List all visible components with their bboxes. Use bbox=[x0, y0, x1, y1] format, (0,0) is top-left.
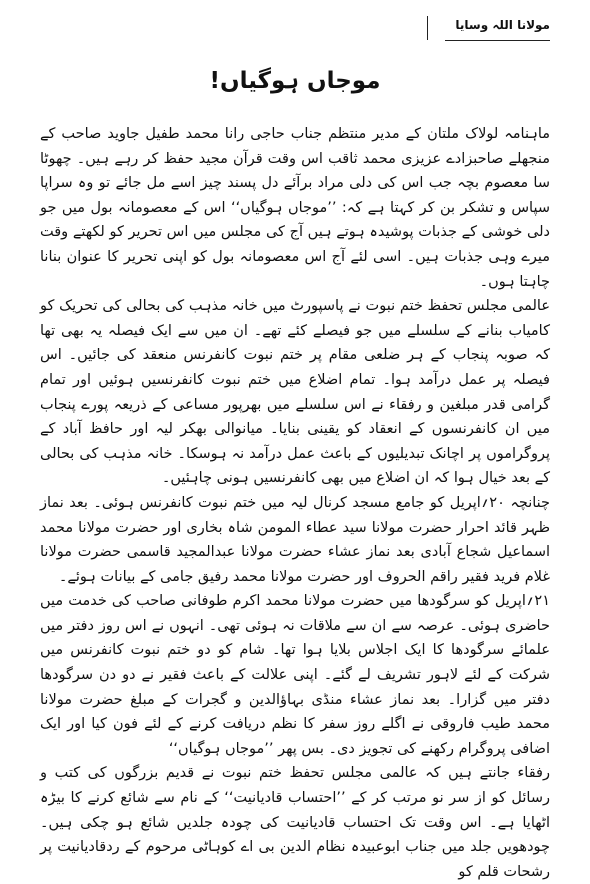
paragraph: ماہنامہ لولاک ملتان کے مدیر منتظم جناب حاجی رانا محمد طفیل جاوید صاحب کے منجھلے صاحبزادے عزیزی محمد ثاقب اس وقت قرآن مجید حفظ کر رہے ہیں۔ چھوٹا سا معصوم بچہ جب اس کی دلی مراد برآئے دل پسند چیز اسے مل جائے تو وہ سراپا سپاس و تشکر بن کر کہتا ہے کہ: ’’موجاں ہوگیاں‘‘ اس کے معصومانہ بول میں جو دلی خوشی کے جذبات پوشیدہ ہوتے ہیں آج کی مجلس میں اس تحریر کو لکھتے وقت میرے وہی جذبات ہیں۔ اسی لئے آج اس معصومانہ بول کو اپنی تحریر کا عنوان بنانا چاہتا ہوں۔ bbox=[40, 126, 550, 290]
paragraph: ۲۱؍اپریل کو سرگودھا میں حضرت مولانا محمد اکرم طوفانی صاحب کی خدمت میں حاضری ہوئی۔ عرصہ سے ان سے ملاقات نہ ہوئی تھی۔ انہوں نے اس روز دفتر میں علمائے سرگودھا کا ایک اجلاس بلایا ہوا تھا۔ شام کو دو ختم نبوت کانفرنس میں شرکت کے لئے لاہور تشریف لے گئے۔ اپنی علالت کے باعث فقیر نے دو دن سرگودھا دفتر میں گزارا۔ بعد نماز عشاء منڈی بہاؤالدین و گجرات کے مبلغ حضرت مولانا محمد طیب فاروقی نے اگلے روز سفر کا نظم دریافت کرنے کے لئے فون کیا اور ایک اضافی پروگرام رکھنے کی تجویز دی۔ بس پھر ’’موجاں ہوگیاں‘‘ bbox=[40, 593, 550, 757]
header-vertical-rule bbox=[427, 16, 428, 40]
header-underline-rule bbox=[445, 40, 550, 41]
paragraph: رفقاء جانتے ہیں کہ عالمی مجلس تحفظ ختم نبوت نے قدیم بزرگوں کی کتب و رسائل کو از سر نو مرتب کر کے ’’احتساب قادیانیت‘‘ کے نام سے شائع کرنے کا بیڑہ اٹھایا ہے۔ اس وقت تک احتساب قادیانیت کی چودہ جلدیں شائع ہو چکی ہیں۔ چودھویں جلد میں جناب ابوعبیدہ نظام الدین بی اے کوہاٹی مرحوم کے ردقادیانیت پر رشحات قلم کو bbox=[40, 765, 550, 880]
paragraph: چنانچہ ۲۰؍اپریل کو جامع مسجد کرنال لیہ میں ختم نبوت کانفرنس ہوئی۔ بعد نماز ظہر قائد احرار حضرت مولانا سید عطاء المومن شاہ بخاری اور حضرت مولانا محمد اسماعیل شجاع آبادی بعد نماز عشاء حضرت مولانا عبدالمجید قاسمی حضرت مولانا غلام فرید فقیر راقم الحروف اور حضرت مولانا محمد رفیق جامی کے بیانات ہوئے۔ bbox=[40, 494, 550, 585]
article-body bbox=[40, 122, 550, 884]
article-title: موجاں ہوگیاں! bbox=[209, 68, 381, 94]
paragraph: عالمی مجلس تحفظ ختم نبوت نے پاسپورٹ میں خانہ مذہب کی بحالی کی تحریک کو کامیاب بنانے کے سلسلے میں جو فیصلے کئے تھے۔ ان میں سے ایک فیصلہ یہ بھی تھا کہ صوبہ پنجاب کے ہر ضلعی مقام پر ختم نبوت کانفرنس منعقد کی جائیں۔ اس فیصلہ پر عمل درآمد ہوا۔ تمام اضلاع میں ختم نبوت کانفرنسیں ہوئیں اور تمام گرامی قدر مبلغین و رفقاء نے اس سلسلے میں بھرپور مساعی کے ذریعہ پورے پنجاب میں ان کانفرنسوں کے انعقاد کو یقینی بنایا۔ میانوالی بھکر لیہ اور حافظ آباد کے پروگراموں پر اچانک تبدیلیوں کے باعث عمل درآمد نہ ہوسکا۔ خانہ مذہب کی بحالی کے بعد خیال ہوا کہ ان اضلاع میں بھی کانفرنسیں ہونی چاہئیں۔ bbox=[40, 298, 550, 487]
running-header: مولانا اللہ وسایا bbox=[455, 18, 550, 32]
